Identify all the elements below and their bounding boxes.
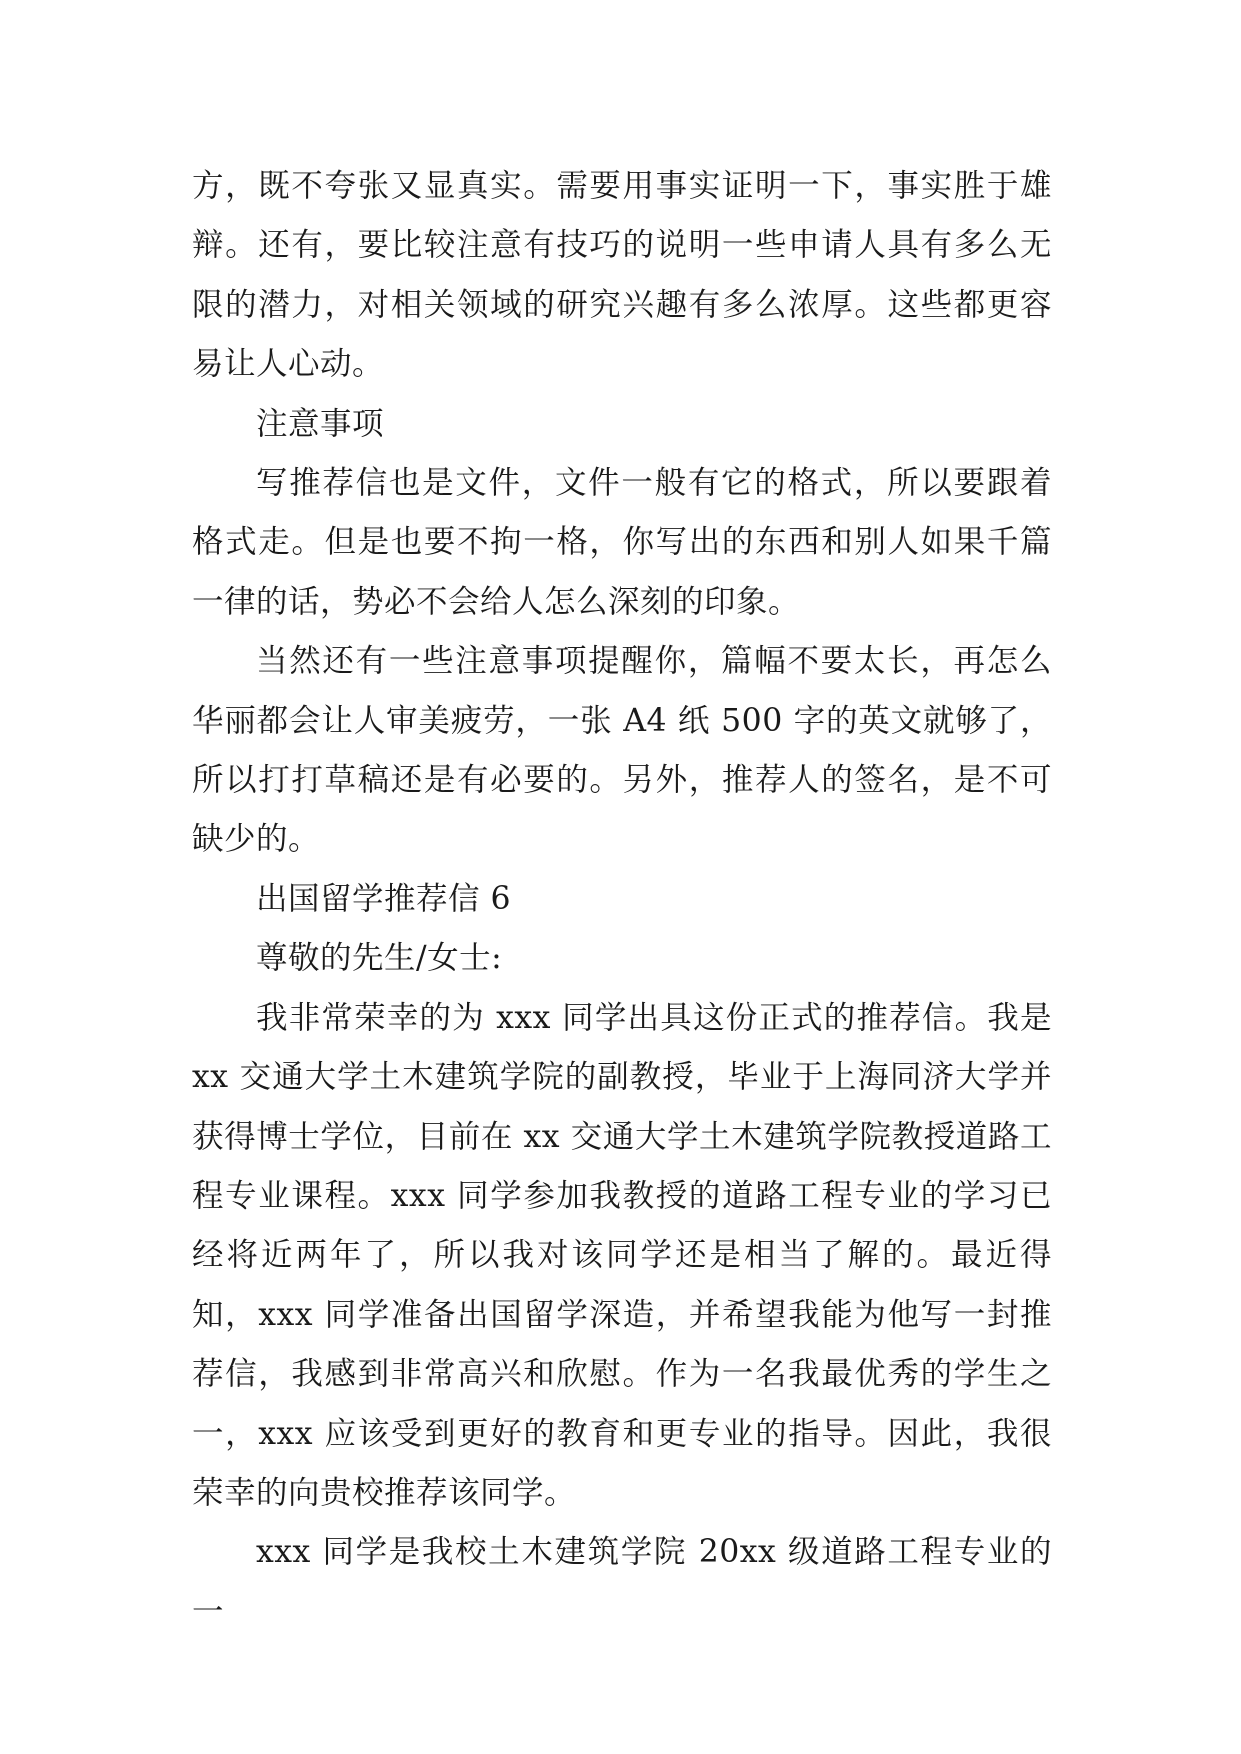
document-page	[192, 157, 1052, 1642]
letter-salutation: 尊敬的先生/女士:	[256, 940, 503, 977]
section-heading-notes: 注意事项	[256, 405, 385, 442]
paragraph-continuation: 方，既不夸张又显真实。需要用事实证明一下，事实胜于雄辩。还有，要比较注意有技巧的说明一些申请人具有多么无限的潜力，对相关领域的研究兴趣有多么浓厚。这些都更容易让人心动。	[192, 168, 1052, 383]
paragraph-format: 写推荐信也是文件，文件一般有它的格式，所以要跟着格式走。但是也要不拘一格，你写出的东西和别人如果千篇一律的话，势必不会给人怎么深刻的印象。	[192, 465, 1052, 620]
paragraph-tips: 当然还有一些注意事项提醒你，篇幅不要太长，再怎么华丽都会让人审美疲劳，一张 A4 纸 500 字的英文就够了，所以打打草稿还是有必要的。另外，推荐人的签名，是不可缺少的。	[192, 643, 1052, 858]
letter-title: 出国留学推荐信 6	[256, 880, 512, 917]
letter-body-intro: 我非常荣幸的为 xxx 同学出具这份正式的推荐信。我是 xx 交通大学土木建筑学院的副教授，毕业于上海同济大学并获得博士学位，目前在 xx 交通大学土木建筑学院教授道路工程专业课程。xxx 同学参加我教授的道路工程专业的学习已经将近两年了，所以我对该同学还是相当了解的。最近得知，xxx 同学准备出国留学深造，并希望我能为他写一封推荐信，我感到非常高兴和欣慰。作为一名我最优秀的学生之一，xxx 应该受到更好的教育和更专业的指导。因此，我很荣幸的向贵校推荐该同学。	[192, 999, 1052, 1511]
letter-body-next: xxx 同学是我校土木建筑学院 20xx 级道路工程专业的一	[192, 1534, 1052, 1630]
